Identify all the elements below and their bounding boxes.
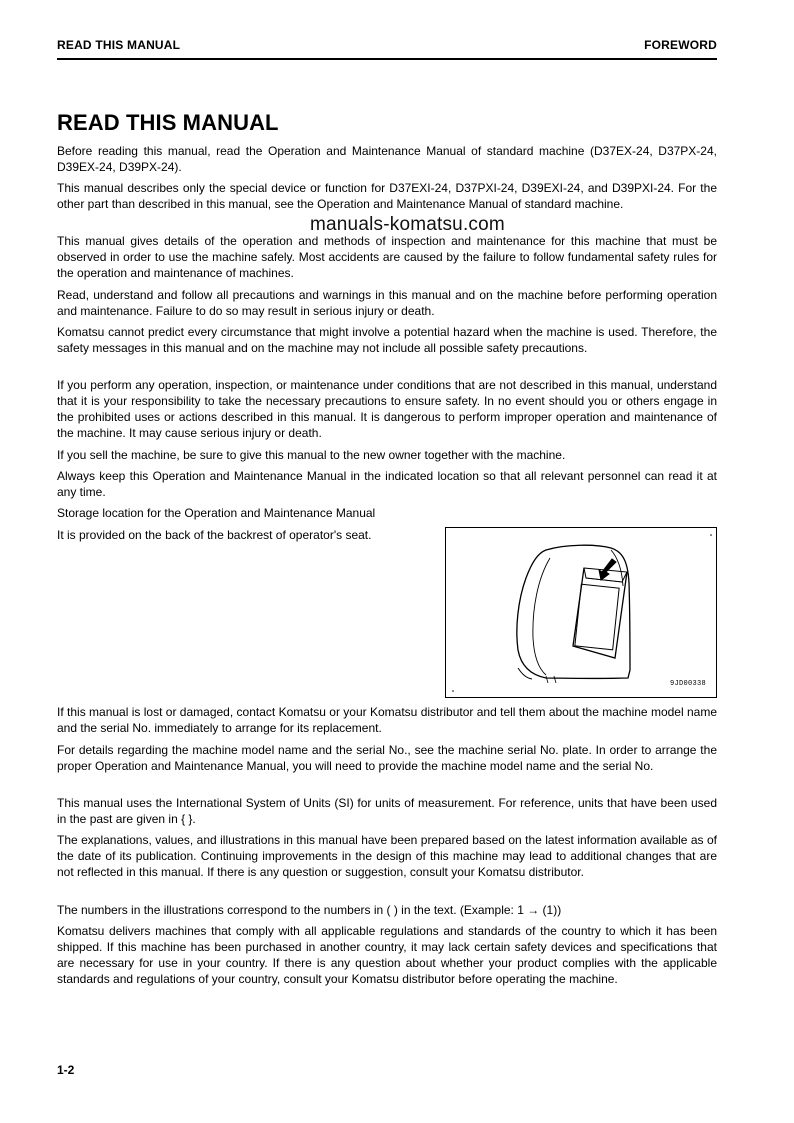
header-section-title: READ THIS MANUAL <box>57 38 181 52</box>
paragraph-lost-or-damaged: If this manual is lost or damaged, contact Komatsu or your Komatsu distributor and tell them about the machine model name and the serial No. immediately to arrange for its replacement. <box>57 705 717 735</box>
page-title: READ THIS MANUAL <box>57 110 279 135</box>
paragraph-responsibility: If you perform any operation, inspection, or maintenance under conditions that are not described in this manual, understand that it is your responsibility to take the necessary precautions to ensure safety. In no event should you or others engage in the prohibited uses or actions described in this manual. It is dangerous to perform improper operation and maintenance of the machine. It may cause serious injury or death. <box>57 378 717 440</box>
figure-code: 9JD00338 <box>669 680 706 688</box>
storage-location-text: It is provided on the back of the backrest of operator's seat. <box>57 528 372 542</box>
header-chapter-title: FOREWORD <box>644 38 717 52</box>
seat-backrest-drawing <box>446 528 718 699</box>
watermark: manuals-komatsu.com <box>310 214 505 235</box>
paragraph-read-understand: Read, understand and follow all precautions and warnings in this manual and on the machine before performing operation and maintenance. Failure to do so may result in serious injury or death. <box>57 288 717 318</box>
paragraph-explanations: The explanations, values, and illustrations in this manual have been prepared based on the latest information available as of the date of its publication. Continuing improvements in the design of this machine may lead to additional changes that are not reflected in this manual. If there is any question or suggestion, consult your Komatsu distributor. <box>57 833 717 879</box>
paragraph-special-device: This manual describes only the special device or function for D37EXI-24, D37PXI-24, D39EXI-24, and D39PXI-24. For the other part than described in this manual, see the Operation and Maintenance Manual of standard machine. <box>57 181 717 211</box>
paragraph-serial-number: For details regarding the machine model name and the serial No., see the machine serial No. plate. In order to arrange the proper Operation and Maintenance Manual, you will need to provide the machine model name and the serial No. <box>57 743 717 773</box>
paragraph-keep-manual: Always keep this Operation and Maintenance Manual in the indicated location so that all relevant personnel can read it at any time. <box>57 469 717 499</box>
storage-location-heading: Storage location for the Operation and Maintenance Manual <box>57 506 376 520</box>
paragraph-read-standard-manual: Before reading this manual, read the Operation and Maintenance Manual of standard machine (D37EX-24, D37PX-24, D39EX-24, D39PX-24). <box>57 144 717 174</box>
paragraph-illustration-numbers: The numbers in the illustrations correspond to the numbers in ( ) in the text. (Example: 1 → (1)) <box>57 903 562 917</box>
seat-backrest-illustration <box>445 527 717 698</box>
page-number: 1-2 <box>57 1063 75 1077</box>
paragraph-sell-machine: If you sell the machine, be sure to give this manual to the new owner together with the machine. <box>57 448 566 462</box>
paragraph-si-units: This manual uses the International System of Units (SI) for units of measurement. For reference, units that have been used in the past are given in { }. <box>57 796 717 826</box>
paragraph-regulations: Komatsu delivers machines that comply with all applicable regulations and standards of the country to which it has been shipped. If this machine has been purchased in another country, it may lack certain safety devices and specifications that are necessary for use in your country. If there is any question about whether your product complies with the applicable standards and regulations of your country, consult your Komatsu distributor before operating the machine. <box>57 924 717 986</box>
page-header <box>57 37 717 60</box>
paragraph-details: This manual gives details of the operation and methods of inspection and maintenance for this machine that must be observed in order to use the machine safely. Most accidents are caused by the failure to follow fundamental safety rules for the operation and maintenance of machines. <box>57 234 717 280</box>
paragraph-komatsu-cannot-predict: Komatsu cannot predict every circumstance that might involve a potential hazard when the machine is used. Therefore, the safety messages in this manual and on the machine may not include all possible safety precautions. <box>57 325 717 355</box>
